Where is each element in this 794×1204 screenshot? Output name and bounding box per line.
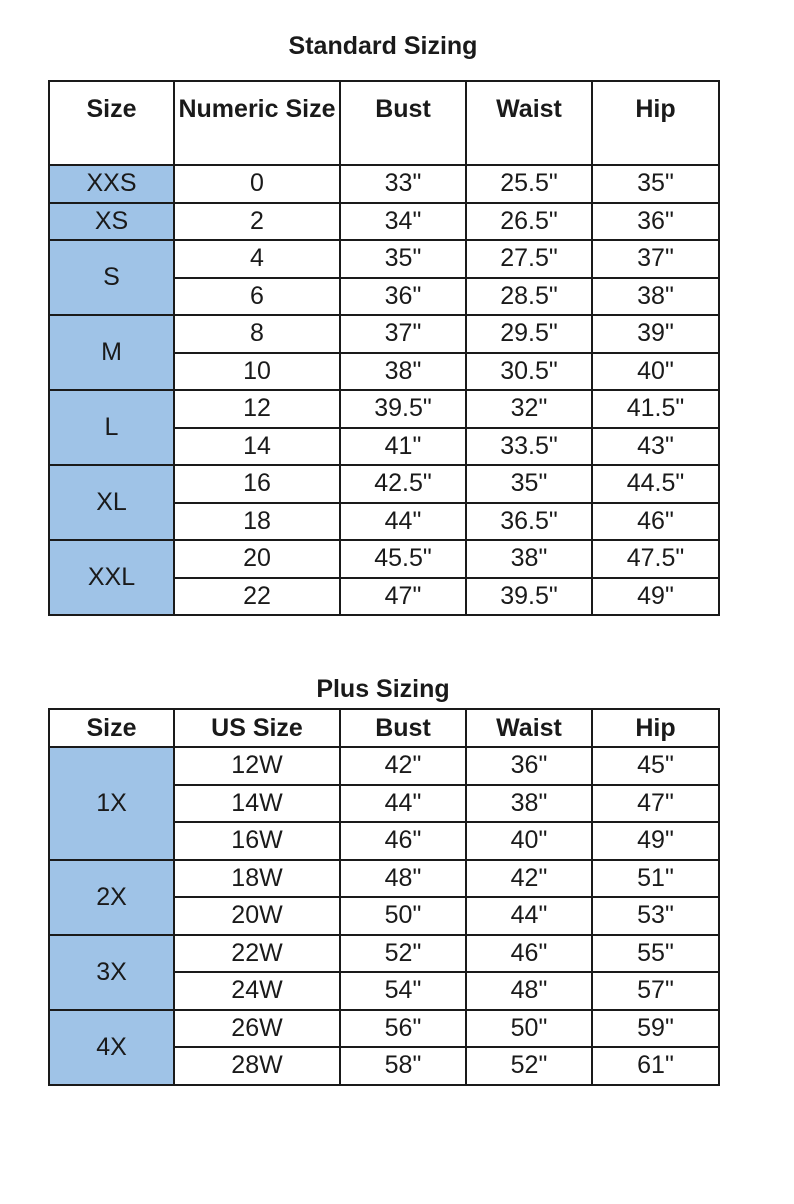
numeric-cell: 20: [174, 540, 340, 578]
size-label-cell: M: [49, 315, 174, 390]
numeric-cell: 10: [174, 353, 340, 391]
waist-cell: 26.5": [466, 203, 592, 241]
numeric-cell: 16: [174, 465, 340, 503]
bust-cell: 48": [340, 860, 466, 898]
hip-cell: 40": [592, 353, 719, 391]
header-waist: Waist: [466, 81, 592, 165]
header-numeric-size: Numeric Size: [174, 81, 340, 165]
size-label-cell: S: [49, 240, 174, 315]
bust-cell: 35": [340, 240, 466, 278]
hip-cell: 46": [592, 503, 719, 541]
numeric-cell: 0: [174, 165, 340, 203]
numeric-cell: 16W: [174, 822, 340, 860]
bust-cell: 38": [340, 353, 466, 391]
bust-cell: 58": [340, 1047, 466, 1085]
bust-cell: 44": [340, 785, 466, 823]
hip-cell: 59": [592, 1010, 719, 1048]
bust-cell: 34": [340, 203, 466, 241]
bust-cell: 42.5": [340, 465, 466, 503]
header-bust: Bust: [340, 709, 466, 747]
numeric-cell: 8: [174, 315, 340, 353]
table-row: [49, 315, 719, 353]
numeric-cell: 4: [174, 240, 340, 278]
hip-cell: 47.5": [592, 540, 719, 578]
hip-cell: 36": [592, 203, 719, 241]
header-us-size: US Size: [174, 709, 340, 747]
waist-cell: 38": [466, 785, 592, 823]
hip-cell: 51": [592, 860, 719, 898]
waist-cell: 52": [466, 1047, 592, 1085]
size-label-cell: XXS: [49, 165, 174, 203]
bust-cell: 42": [340, 747, 466, 785]
hip-cell: 39": [592, 315, 719, 353]
numeric-cell: 14W: [174, 785, 340, 823]
header-size: Size: [49, 709, 174, 747]
bust-cell: 41": [340, 428, 466, 466]
waist-cell: 38": [466, 540, 592, 578]
hip-cell: 35": [592, 165, 719, 203]
table-row: [49, 935, 719, 973]
standard-sizing-title: Standard Sizing: [288, 32, 478, 60]
waist-cell: 30.5": [466, 353, 592, 391]
bust-cell: 54": [340, 972, 466, 1010]
hip-cell: 43": [592, 428, 719, 466]
waist-cell: 36": [466, 747, 592, 785]
hip-cell: 61": [592, 1047, 719, 1085]
numeric-cell: 14: [174, 428, 340, 466]
plus-sizing-title: Plus Sizing: [316, 675, 450, 703]
header-row: [49, 709, 719, 747]
hip-cell: 57": [592, 972, 719, 1010]
size-label-cell: 2X: [49, 860, 174, 935]
plus-sizing-body: [49, 747, 719, 1085]
bust-cell: 50": [340, 897, 466, 935]
size-label-cell: 3X: [49, 935, 174, 1010]
hip-cell: 49": [592, 578, 719, 616]
bust-cell: 37": [340, 315, 466, 353]
waist-cell: 28.5": [466, 278, 592, 316]
numeric-cell: 12W: [174, 747, 340, 785]
table-row: [49, 860, 719, 898]
hip-cell: 44.5": [592, 465, 719, 503]
hip-cell: 45": [592, 747, 719, 785]
numeric-cell: 24W: [174, 972, 340, 1010]
table-row: [49, 390, 719, 428]
table-row: [49, 747, 719, 785]
waist-cell: 44": [466, 897, 592, 935]
header-hip: Hip: [592, 81, 719, 165]
bust-cell: 44": [340, 503, 466, 541]
bust-cell: 46": [340, 822, 466, 860]
hip-cell: 53": [592, 897, 719, 935]
hip-cell: 37": [592, 240, 719, 278]
numeric-cell: 2: [174, 203, 340, 241]
hip-cell: 38": [592, 278, 719, 316]
hip-cell: 41.5": [592, 390, 719, 428]
bust-cell: 52": [340, 935, 466, 973]
numeric-cell: 20W: [174, 897, 340, 935]
table-row: [49, 540, 719, 578]
numeric-cell: 12: [174, 390, 340, 428]
table-row: [49, 465, 719, 503]
hip-cell: 47": [592, 785, 719, 823]
waist-cell: 50": [466, 1010, 592, 1048]
waist-cell: 35": [466, 465, 592, 503]
bust-cell: 39.5": [340, 390, 466, 428]
numeric-cell: 6: [174, 278, 340, 316]
header-row: [49, 81, 719, 165]
table-row: [49, 203, 719, 241]
header-hip: Hip: [592, 709, 719, 747]
bust-cell: 45.5": [340, 540, 466, 578]
size-label-cell: L: [49, 390, 174, 465]
waist-cell: 27.5": [466, 240, 592, 278]
waist-cell: 39.5": [466, 578, 592, 616]
table-row: [49, 165, 719, 203]
hip-cell: 49": [592, 822, 719, 860]
waist-cell: 29.5": [466, 315, 592, 353]
size-label-cell: XXL: [49, 540, 174, 615]
waist-cell: 42": [466, 860, 592, 898]
waist-cell: 40": [466, 822, 592, 860]
numeric-cell: 26W: [174, 1010, 340, 1048]
waist-cell: 46": [466, 935, 592, 973]
numeric-cell: 22W: [174, 935, 340, 973]
table-row: [49, 1010, 719, 1048]
numeric-cell: 18W: [174, 860, 340, 898]
header-size: Size: [49, 81, 174, 165]
hip-cell: 55": [592, 935, 719, 973]
size-label-cell: 1X: [49, 747, 174, 860]
numeric-cell: 22: [174, 578, 340, 616]
header-bust: Bust: [340, 81, 466, 165]
bust-cell: 56": [340, 1010, 466, 1048]
size-label-cell: 4X: [49, 1010, 174, 1085]
standard-sizing-body: [49, 165, 719, 615]
waist-cell: 48": [466, 972, 592, 1010]
bust-cell: 33": [340, 165, 466, 203]
bust-cell: 47": [340, 578, 466, 616]
numeric-cell: 18: [174, 503, 340, 541]
bust-cell: 36": [340, 278, 466, 316]
numeric-cell: 28W: [174, 1047, 340, 1085]
plus-sizing-table: [48, 708, 720, 1086]
size-label-cell: XS: [49, 203, 174, 241]
waist-cell: 36.5": [466, 503, 592, 541]
waist-cell: 32": [466, 390, 592, 428]
size-label-cell: XL: [49, 465, 174, 540]
header-waist: Waist: [466, 709, 592, 747]
standard-sizing-table: [48, 80, 720, 616]
waist-cell: 33.5": [466, 428, 592, 466]
waist-cell: 25.5": [466, 165, 592, 203]
table-row: [49, 240, 719, 278]
